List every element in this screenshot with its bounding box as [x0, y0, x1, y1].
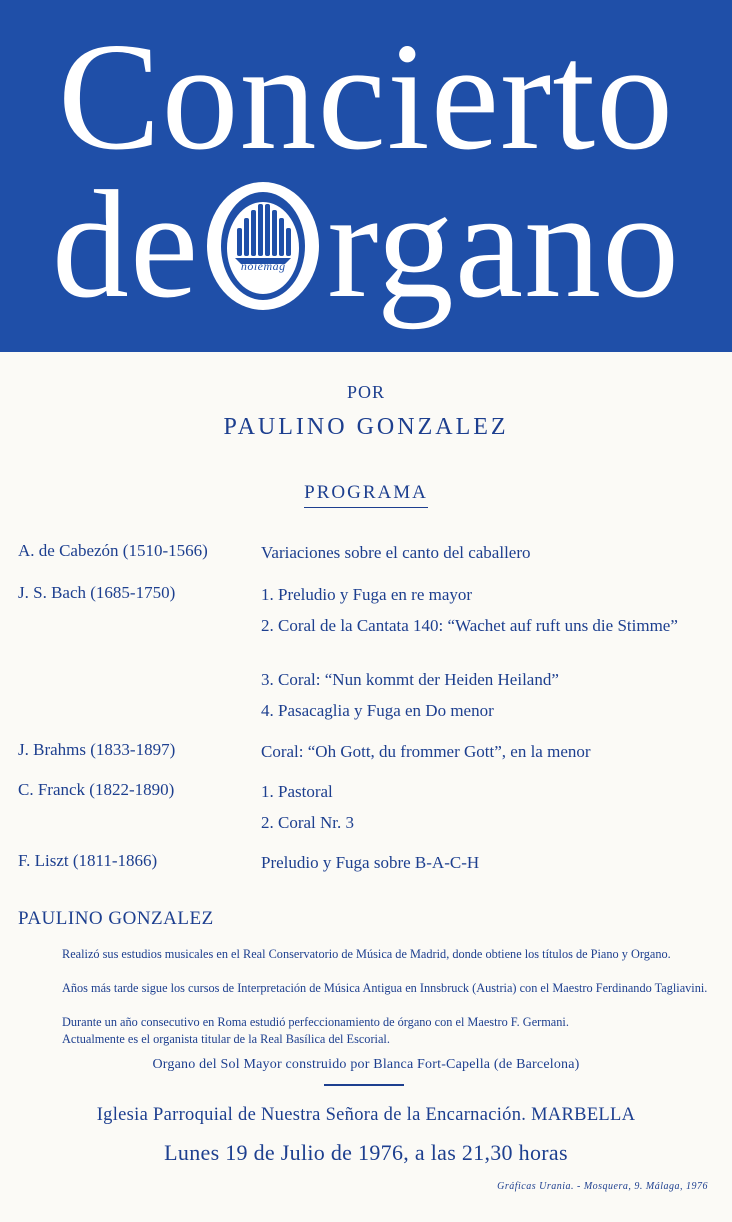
por-label: POR — [346, 382, 385, 402]
bio-heading: PAULINO GONZALEZ — [18, 908, 214, 929]
divider — [324, 1084, 404, 1086]
composer-bach: J. S. Bach (1685-1750) — [18, 583, 176, 602]
composer-liszt: F. Liszt (1811-1866) — [18, 851, 158, 870]
logo-text: noiemag — [240, 259, 286, 273]
title-line-concierto: Concierto — [57, 12, 675, 182]
printer-credit: Gráficas Urania. - Mosquera, 9. Málaga, 1976 — [497, 1181, 708, 1192]
title-line-de-organo — [0, 160, 732, 330]
organ-pipes-logo-icon — [201, 168, 325, 318]
title-banner — [0, 0, 732, 352]
bio-paragraph-1: Realizó sus estudios musicales en el Real Conservatorio de Música de Madrid, donde obtiene los títulos de Piano y Organo. — [62, 947, 671, 961]
composer-franck: C. Franck (1822-1890) — [18, 780, 175, 799]
work-bach-2: 2. Coral de la Cantata 140: “Wachet auf ruft uns die Stimme” — [261, 616, 678, 635]
programa-heading-text: PROGRAMA — [304, 482, 428, 508]
programa-heading — [0, 482, 732, 504]
composer-cabezon: A. de Cabezón (1510-1566) — [18, 541, 208, 560]
title-rgano: rgano — [327, 160, 681, 330]
bio-paragraph-4: Actualmente es el organista titular de la Real Basílica del Escorial. — [62, 1032, 390, 1046]
date-line: Lunes 19 de Julio de 1976, a las 21,30 horas — [164, 1140, 568, 1165]
work-brahms-1: Coral: “Oh Gott, du frommer Gott”, en la menor — [261, 742, 591, 761]
work-bach-3: 3. Coral: “Nun kommt der Heiden Heiland” — [261, 670, 559, 689]
work-franck-2: 2. Coral Nr. 3 — [261, 813, 355, 832]
work-franck-1: 1. Pastoral — [261, 782, 333, 801]
work-bach-4: 4. Pasacaglia y Fuga en Do menor — [261, 701, 494, 720]
work-liszt-1: Preludio y Fuga sobre B-A-C-H — [261, 853, 480, 872]
performer-name: PAULINO GONZALEZ — [223, 414, 509, 440]
title-de: de — [51, 160, 200, 330]
bio-paragraph-3: Durante un año consecutivo en Roma estudió perfeccionamiento de órgano con el Maestro F. Germani. — [62, 1015, 569, 1029]
work-bach-1: 1. Preludio y Fuga en re mayor — [261, 585, 473, 604]
composer-brahms: J. Brahms (1833-1897) — [18, 740, 176, 759]
venue-line: Iglesia Parroquial de Nuestra Señora de la Encarnación. MARBELLA — [96, 1105, 636, 1125]
work-cabezon-1: Variaciones sobre el canto del caballero — [261, 543, 531, 562]
bio-paragraph-2: Años más tarde sigue los cursos de Interpretación de Música Antigua en Innsbruck (Austria) con el Maestro Ferdinando Tagliavini. — [62, 981, 708, 995]
organ-builder-line: Organo del Sol Mayor construido por Blanca Fort-Capella (de Barcelona) — [152, 1057, 580, 1072]
